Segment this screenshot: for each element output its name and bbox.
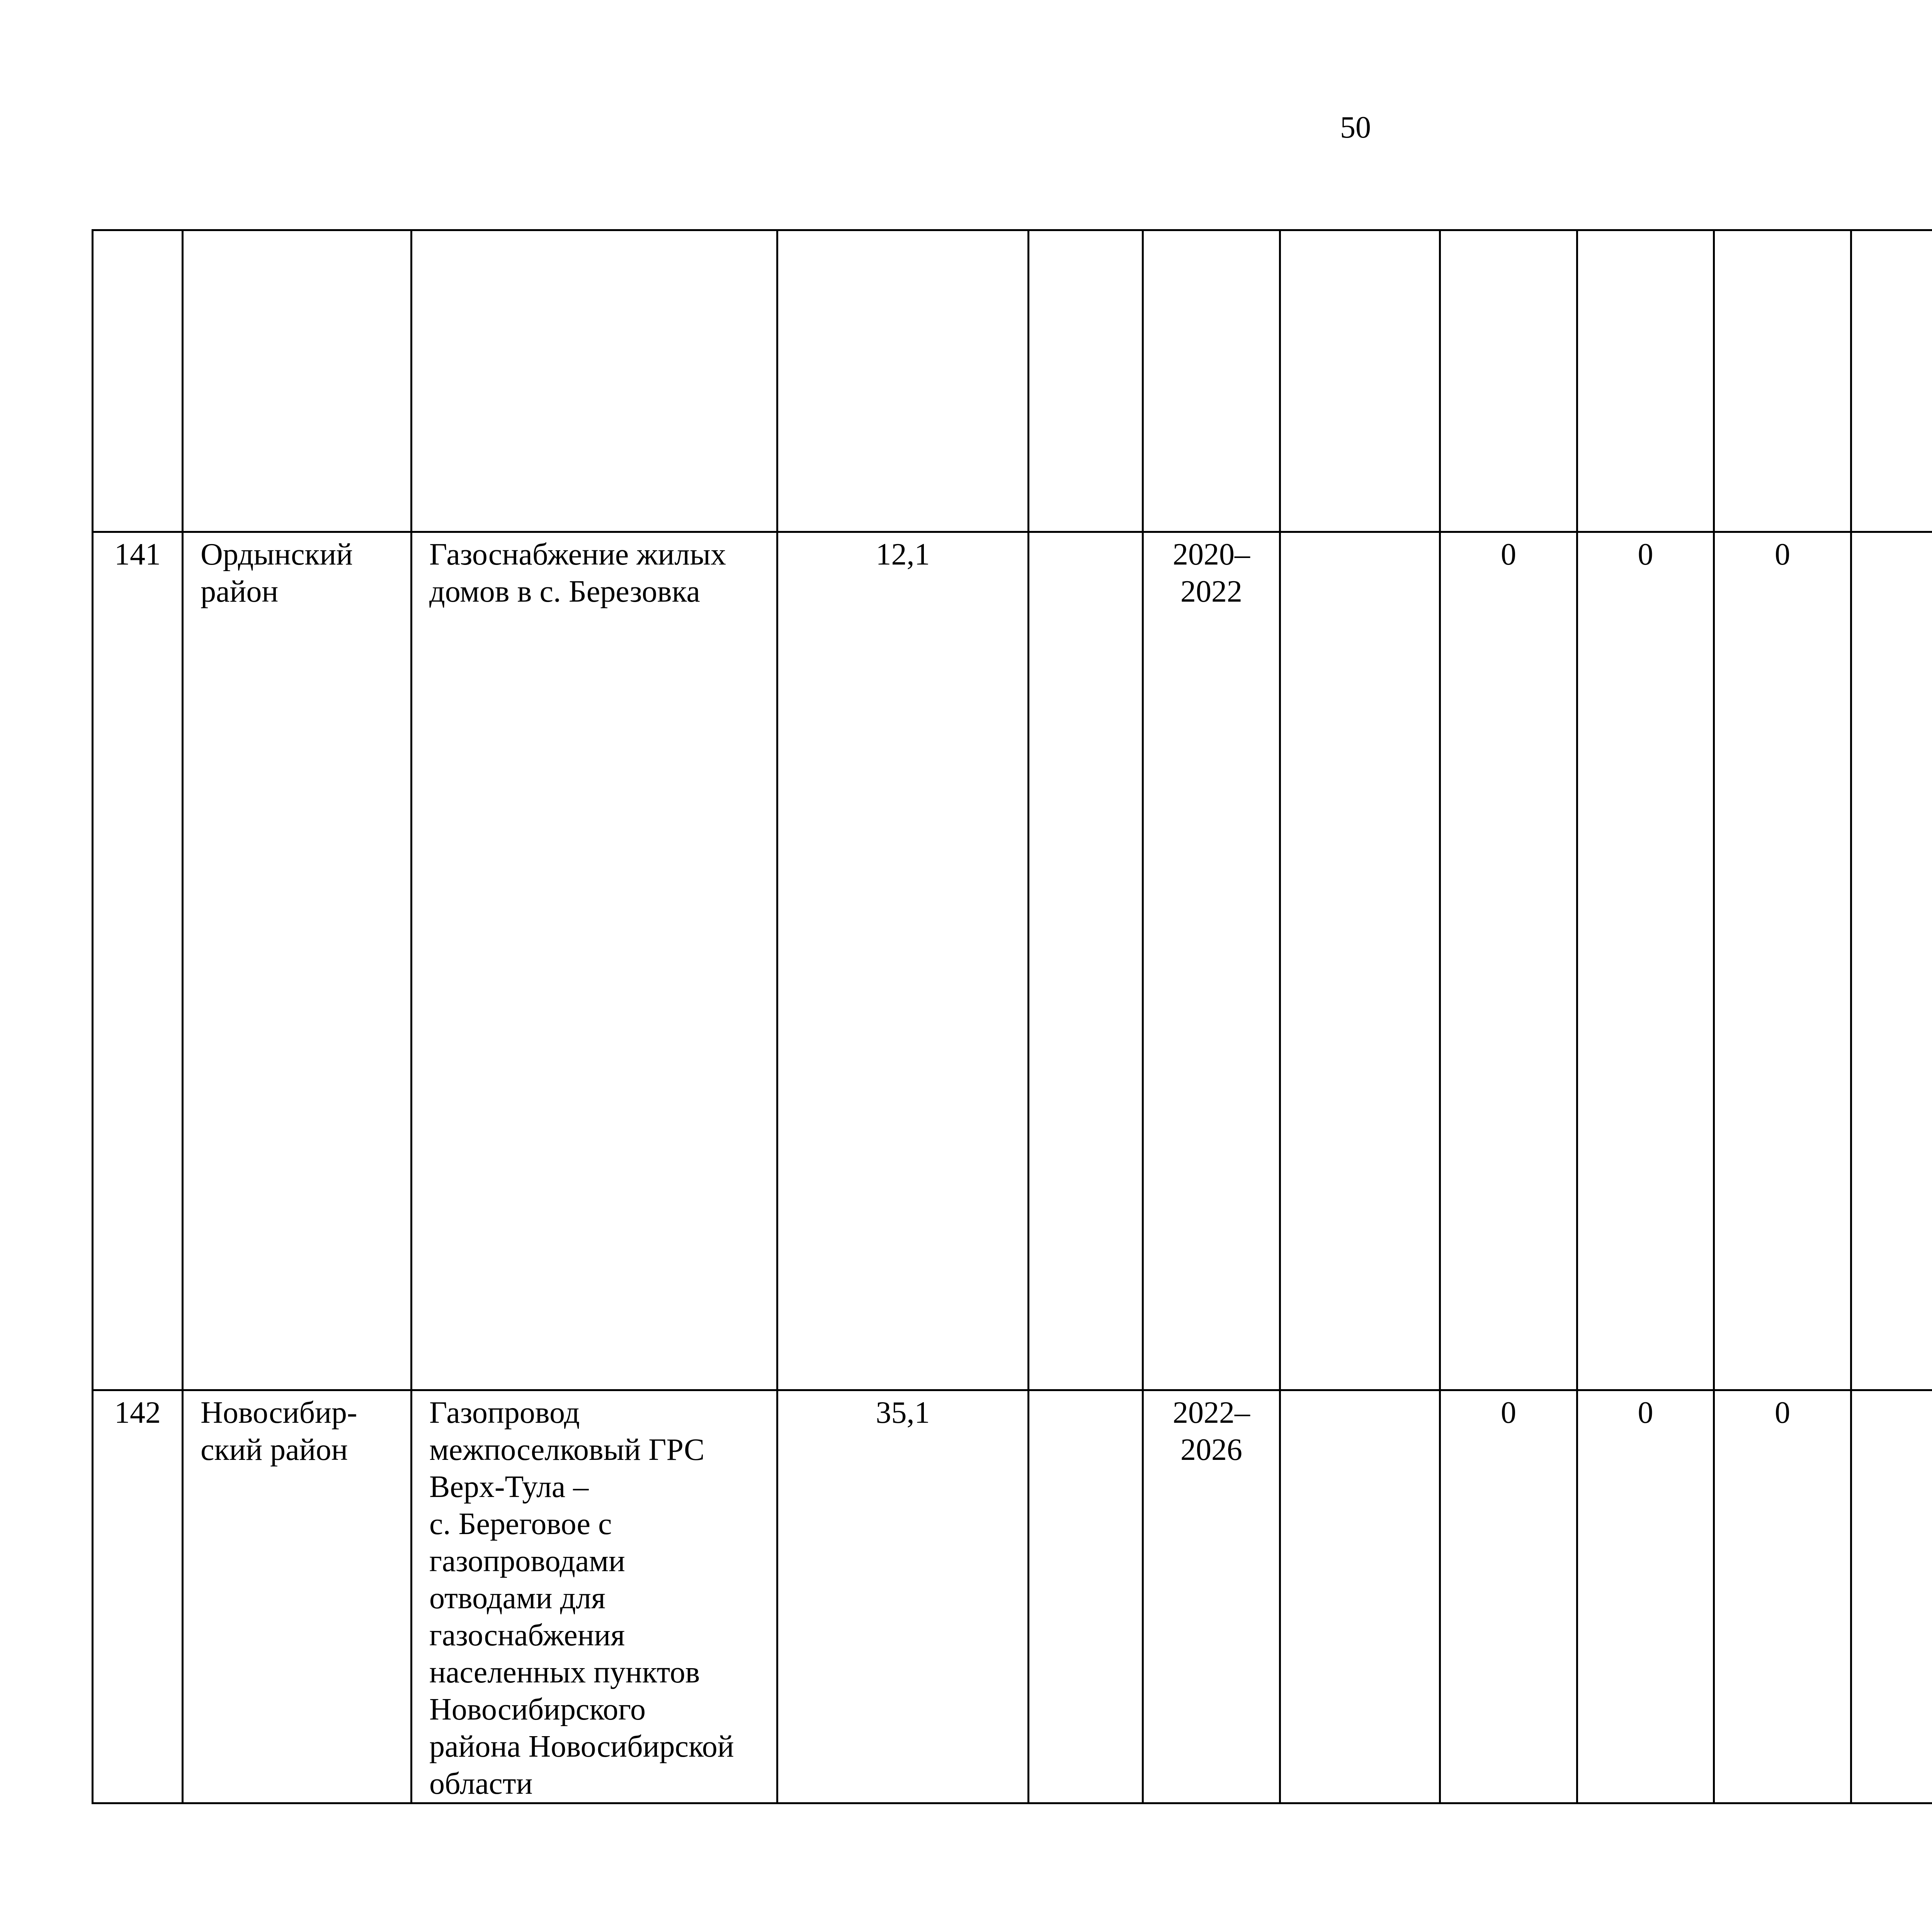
object-name-cell — [412, 230, 777, 532]
gasification-table — [92, 229, 1932, 1804]
table-row — [93, 532, 1932, 1390]
row-number-cell: 142 — [93, 1390, 183, 1803]
empty-cell — [1851, 532, 1932, 1390]
value-cell — [1440, 230, 1577, 532]
row-number-cell: 141 — [93, 532, 183, 1390]
empty-cell — [1029, 1390, 1143, 1803]
district-cell: Ордынский район — [183, 532, 412, 1390]
period-cell — [1143, 230, 1280, 532]
value-cell — [1577, 230, 1714, 532]
length-cell: 12,1 — [777, 532, 1029, 1390]
empty-cell — [1280, 230, 1440, 532]
table-row — [93, 230, 1932, 532]
empty-cell — [1851, 230, 1932, 532]
length-cell — [777, 230, 1029, 532]
value-cell: 0 — [1577, 532, 1714, 1390]
empty-cell — [1851, 1390, 1932, 1803]
empty-cell — [1029, 532, 1143, 1390]
value-cell — [1714, 230, 1851, 532]
table-row — [93, 1390, 1932, 1803]
row-number-cell — [93, 230, 183, 532]
value-cell: 0 — [1577, 1390, 1714, 1803]
object-name-cell: Газопровод межпоселковый ГРС Верх-Тула – с. Береговое с газопроводами отводами для газоснабжения населенных пунктов Новосибирского района Новосибирской области — [412, 1390, 777, 1803]
empty-cell — [1280, 1390, 1440, 1803]
value-cell: 0 — [1440, 532, 1577, 1390]
period-cell: 2022– 2026 — [1143, 1390, 1280, 1803]
period-cell: 2020– 2022 — [1143, 532, 1280, 1390]
object-name-cell: Газоснабжение жилых домов в с. Березовка — [412, 532, 777, 1390]
empty-cell — [1029, 230, 1143, 532]
value-cell: 0 — [1440, 1390, 1577, 1803]
empty-cell — [1280, 532, 1440, 1390]
length-cell: 35,1 — [777, 1390, 1029, 1803]
value-cell: 0 — [1714, 532, 1851, 1390]
district-cell — [183, 230, 412, 532]
value-cell: 0 — [1714, 1390, 1851, 1803]
district-cell: Новосибир- ский район — [183, 1390, 412, 1803]
page-number: 50 — [1340, 111, 1371, 145]
